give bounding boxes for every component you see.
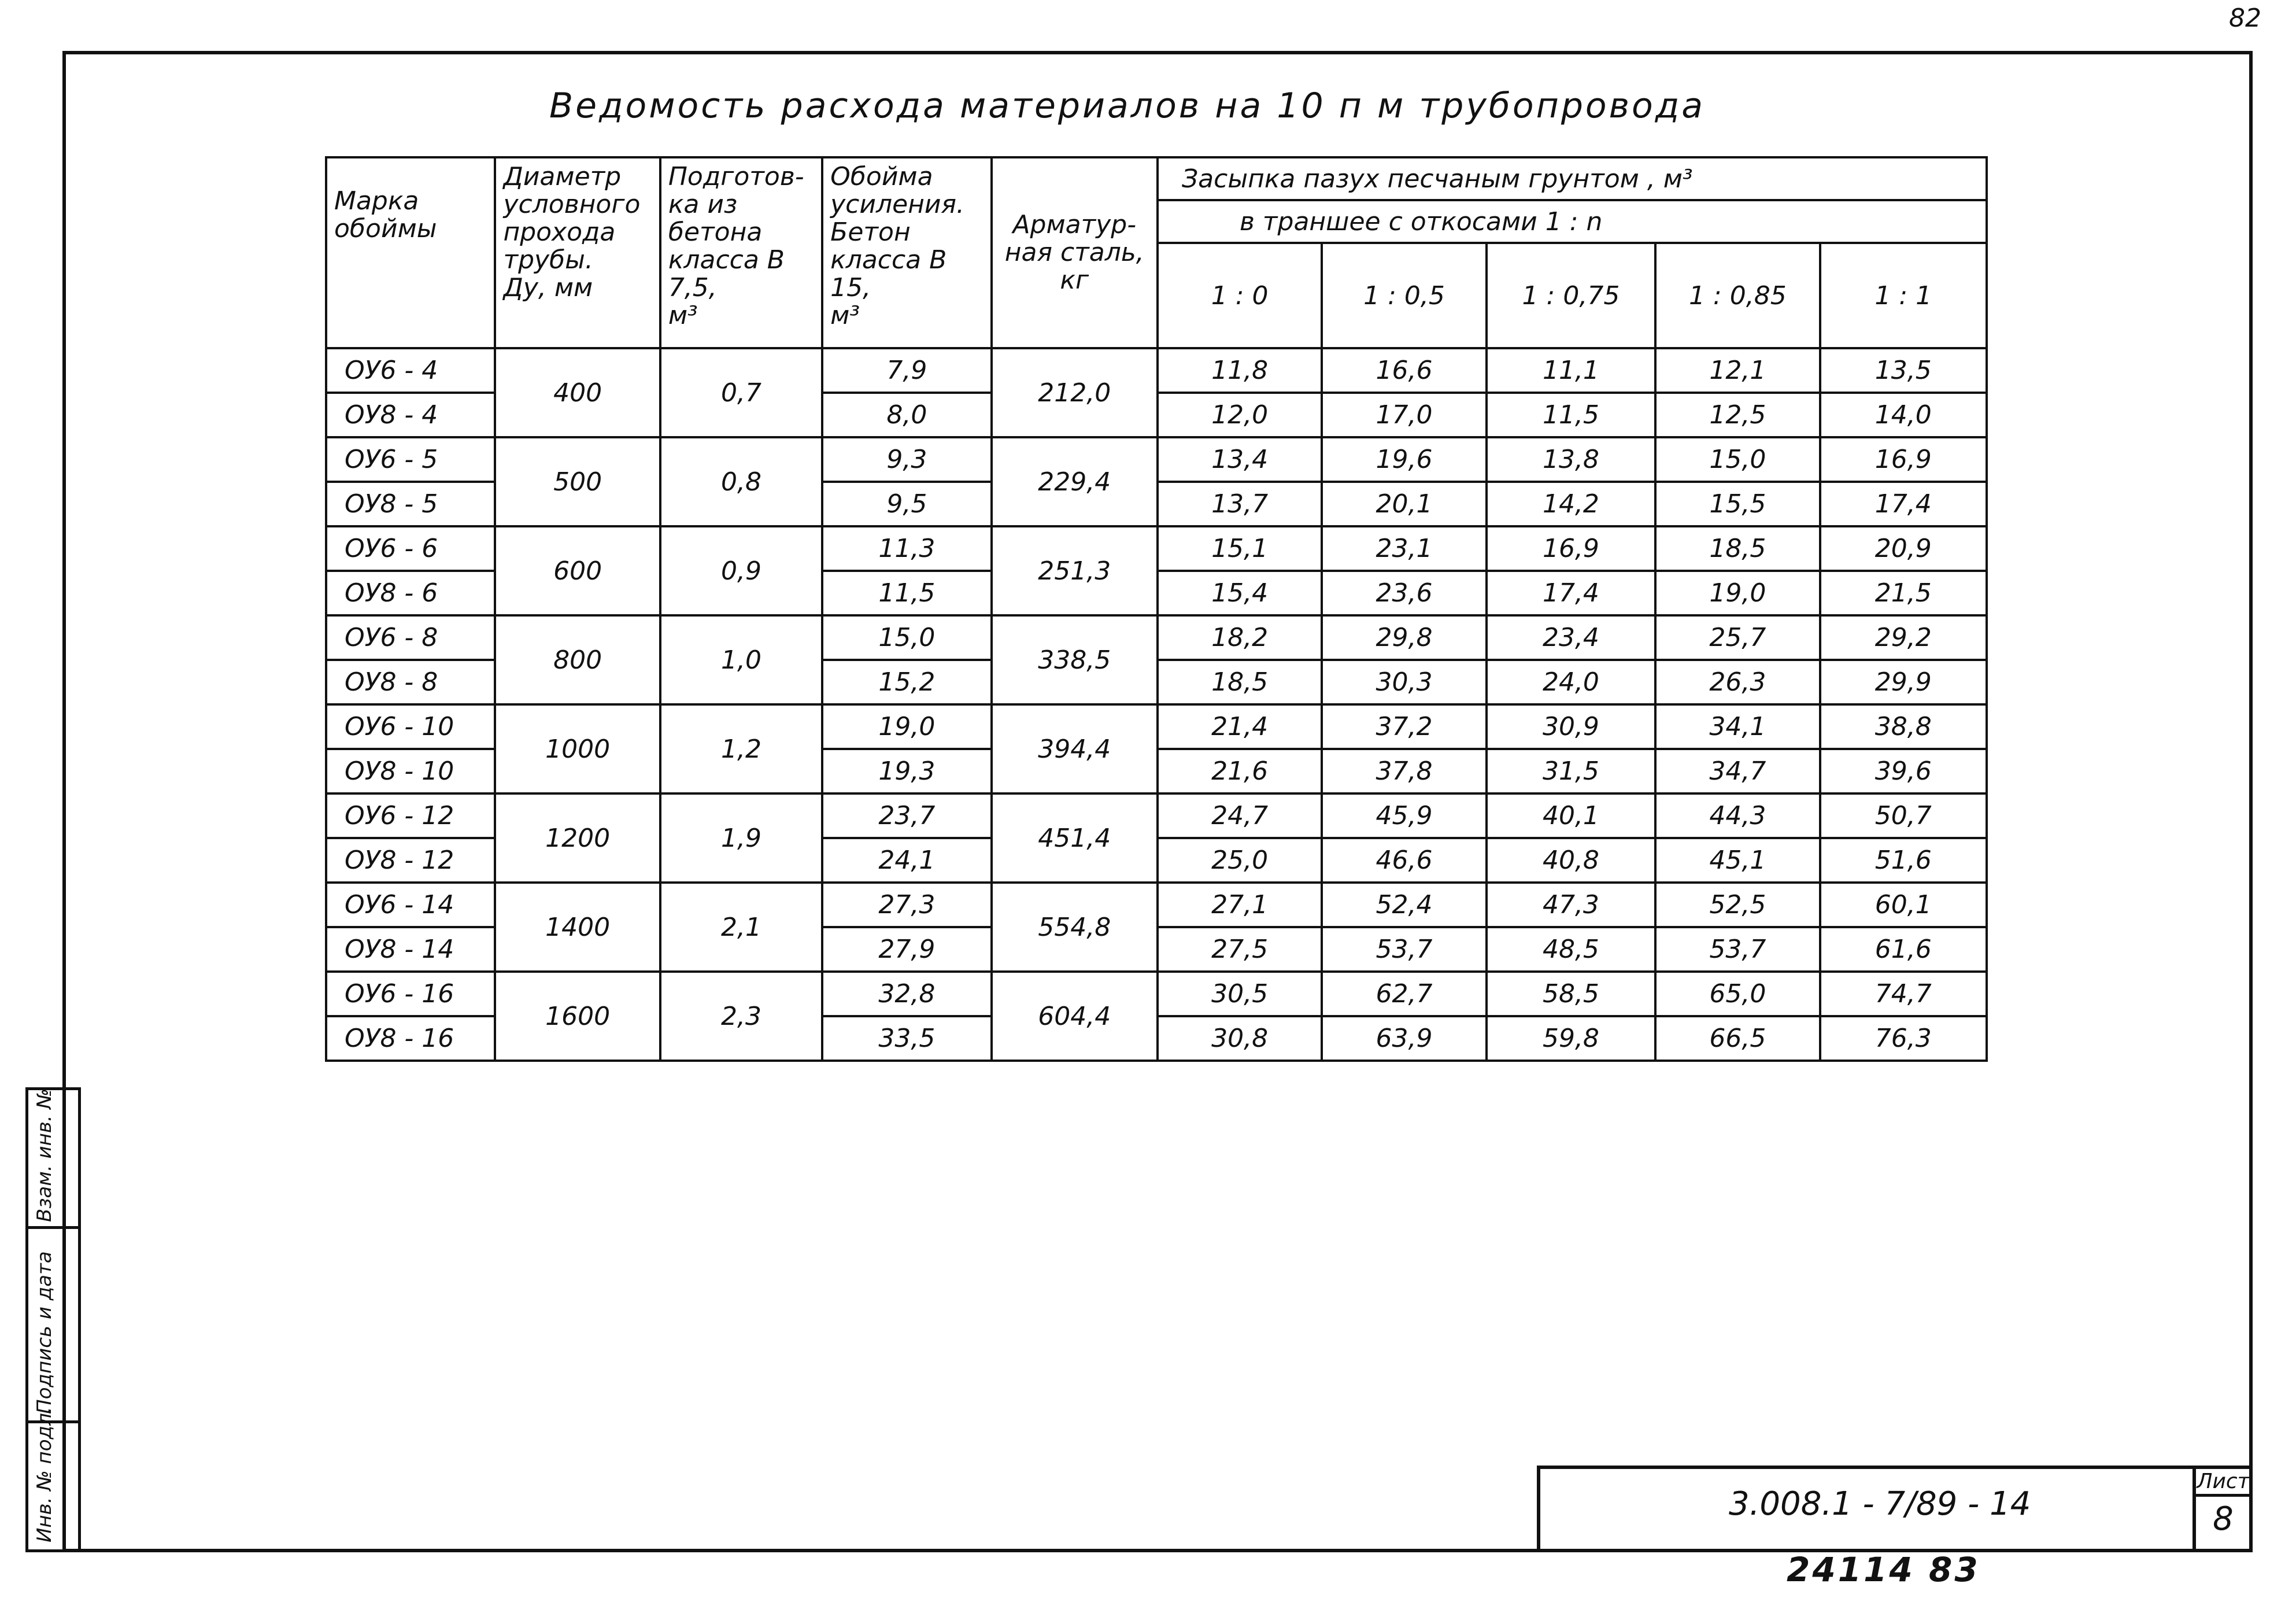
steel-cell: 229,4: [992, 437, 1158, 526]
strip-label: Взам. инв. №: [33, 1088, 56, 1222]
backfill-cell: 34,7: [1655, 749, 1820, 793]
table-row: [326, 348, 1987, 393]
backfill-cell: 23,6: [1322, 571, 1486, 615]
backfill-cell: 11,5: [1487, 393, 1655, 437]
backfill-cell: 15,5: [1655, 482, 1820, 526]
backfill-cell: 58,5: [1487, 972, 1655, 1016]
backfill-cell: 16,9: [1487, 526, 1655, 571]
mark-cell: ОУ6 - 14: [326, 883, 495, 927]
strip-cell: [28, 1407, 78, 1549]
steel-cell: 212,0: [992, 348, 1158, 437]
prep-cell: 1,9: [660, 793, 822, 883]
backfill-cell: 13,7: [1158, 482, 1322, 526]
header-ratio: 1 : 1: [1820, 243, 1987, 348]
mark-cell: ОУ8 - 6: [326, 571, 495, 615]
backfill-cell: 44,3: [1655, 793, 1820, 838]
mark-cell: ОУ8 - 10: [326, 749, 495, 793]
backfill-cell: 74,7: [1820, 972, 1987, 1016]
mark-cell: ОУ6 - 8: [326, 615, 495, 660]
strip-cell: [28, 1229, 78, 1423]
diameter-cell: 1600: [495, 972, 660, 1061]
backfill-cell: 29,8: [1322, 615, 1486, 660]
mark-cell: ОУ6 - 6: [326, 526, 495, 571]
backfill-cell: 21,6: [1158, 749, 1322, 793]
prep-cell: 2,3: [660, 972, 822, 1061]
reinforce-cell: 23,7: [822, 793, 991, 838]
reinforce-cell: 15,0: [822, 615, 991, 660]
table-row: [326, 615, 1987, 660]
backfill-cell: 27,1: [1158, 883, 1322, 927]
backfill-cell: 60,1: [1820, 883, 1987, 927]
steel-cell: 338,5: [992, 615, 1158, 704]
steel-cell: 604,4: [992, 972, 1158, 1061]
backfill-cell: 52,4: [1322, 883, 1486, 927]
mark-cell: ОУ8 - 12: [326, 838, 495, 883]
reinforce-cell: 9,3: [822, 437, 991, 482]
backfill-cell: 30,3: [1322, 660, 1486, 704]
backfill-cell: 17,4: [1820, 482, 1987, 526]
backfill-cell: 17,4: [1487, 571, 1655, 615]
backfill-cell: 48,5: [1487, 927, 1655, 972]
table-row: [326, 972, 1987, 1016]
prep-cell: 0,9: [660, 526, 822, 615]
backfill-cell: 15,0: [1655, 437, 1820, 482]
diameter-cell: 400: [495, 348, 660, 437]
inventory-number: 24114 83: [1787, 1550, 1980, 1589]
mark-cell: ОУ8 - 14: [326, 927, 495, 972]
header-steel: Арматур- ная сталь, кг: [992, 157, 1158, 348]
header-ratio: 1 : 0,85: [1655, 243, 1820, 348]
backfill-cell: 61,6: [1820, 927, 1987, 972]
header-mark: Марка обоймы: [326, 157, 495, 348]
backfill-cell: 46,6: [1322, 838, 1486, 883]
materials-table: [325, 156, 1988, 1062]
backfill-cell: 37,8: [1322, 749, 1486, 793]
page-number: 82: [2229, 3, 2261, 33]
backfill-cell: 25,0: [1158, 838, 1322, 883]
backfill-cell: 29,9: [1820, 660, 1987, 704]
strip-label: Инв. № подл.: [33, 1407, 56, 1542]
backfill-cell: 16,9: [1820, 437, 1987, 482]
mark-cell: ОУ8 - 8: [326, 660, 495, 704]
backfill-cell: 16,6: [1322, 348, 1486, 393]
backfill-cell: 40,1: [1487, 793, 1655, 838]
backfill-cell: 23,1: [1322, 526, 1486, 571]
backfill-cell: 53,7: [1655, 927, 1820, 972]
header-trench: в траншее с откосами 1 : n: [1158, 200, 1987, 243]
table-row: [326, 704, 1987, 749]
backfill-cell: 19,0: [1655, 571, 1820, 615]
backfill-cell: 21,4: [1158, 704, 1322, 749]
backfill-cell: 30,5: [1158, 972, 1322, 1016]
mark-cell: ОУ6 - 5: [326, 437, 495, 482]
backfill-cell: 14,0: [1820, 393, 1987, 437]
reinforce-cell: 27,9: [822, 927, 991, 972]
prep-cell: 2,1: [660, 883, 822, 972]
reinforce-cell: 19,0: [822, 704, 991, 749]
backfill-cell: 24,0: [1487, 660, 1655, 704]
mark-cell: ОУ6 - 16: [326, 972, 495, 1016]
steel-cell: 554,8: [992, 883, 1158, 972]
backfill-cell: 11,8: [1158, 348, 1322, 393]
backfill-cell: 15,1: [1158, 526, 1322, 571]
reinforce-cell: 27,3: [822, 883, 991, 927]
strip-label: Подпись и дата: [33, 1251, 56, 1414]
backfill-cell: 45,9: [1322, 793, 1486, 838]
backfill-cell: 20,1: [1322, 482, 1486, 526]
mark-cell: ОУ6 - 10: [326, 704, 495, 749]
prep-cell: 0,8: [660, 437, 822, 526]
backfill-cell: 50,7: [1820, 793, 1987, 838]
header-ratio: 1 : 0: [1158, 243, 1322, 348]
backfill-cell: 66,5: [1655, 1016, 1820, 1061]
backfill-cell: 76,3: [1820, 1016, 1987, 1061]
table-row: [326, 793, 1987, 838]
table-row: [326, 526, 1987, 571]
steel-cell: 251,3: [992, 526, 1158, 615]
side-approval-strip: [25, 1087, 81, 1552]
backfill-cell: 23,4: [1487, 615, 1655, 660]
diameter-cell: 1200: [495, 793, 660, 883]
backfill-cell: 52,5: [1655, 883, 1820, 927]
header-backfill: Засыпка пазух песчаным грунтом , м³: [1158, 157, 1987, 200]
reinforce-cell: 11,3: [822, 526, 991, 571]
prep-cell: 1,0: [660, 615, 822, 704]
mark-cell: ОУ6 - 4: [326, 348, 495, 393]
backfill-cell: 19,6: [1322, 437, 1486, 482]
mark-cell: ОУ6 - 12: [326, 793, 495, 838]
steel-cell: 451,4: [992, 793, 1158, 883]
backfill-cell: 53,7: [1322, 927, 1486, 972]
reinforce-cell: 33,5: [822, 1016, 991, 1061]
backfill-cell: 11,1: [1487, 348, 1655, 393]
backfill-cell: 31,5: [1487, 749, 1655, 793]
backfill-cell: 27,5: [1158, 927, 1322, 972]
diameter-cell: 1400: [495, 883, 660, 972]
backfill-cell: 17,0: [1322, 393, 1486, 437]
backfill-cell: 51,6: [1820, 838, 1987, 883]
steel-cell: 394,4: [992, 704, 1158, 793]
reinforce-cell: 8,0: [822, 393, 991, 437]
document-code: 3.008.1 - 7/89 - 14: [1729, 1485, 2031, 1523]
backfill-cell: 21,5: [1820, 571, 1987, 615]
backfill-cell: 30,9: [1487, 704, 1655, 749]
diameter-cell: 500: [495, 437, 660, 526]
backfill-cell: 20,9: [1820, 526, 1987, 571]
backfill-cell: 38,8: [1820, 704, 1987, 749]
backfill-cell: 65,0: [1655, 972, 1820, 1016]
backfill-cell: 39,6: [1820, 749, 1987, 793]
backfill-cell: 15,4: [1158, 571, 1322, 615]
backfill-cell: 24,7: [1158, 793, 1322, 838]
backfill-cell: 59,8: [1487, 1016, 1655, 1061]
backfill-cell: 14,2: [1487, 482, 1655, 526]
header-reinforce: Обойма усиления. Бетон класса В 15, м³: [822, 157, 991, 348]
backfill-cell: 62,7: [1322, 972, 1486, 1016]
backfill-cell: 18,5: [1655, 526, 1820, 571]
backfill-cell: 30,8: [1158, 1016, 1322, 1061]
backfill-cell: 40,8: [1487, 838, 1655, 883]
backfill-cell: 37,2: [1322, 704, 1486, 749]
diameter-cell: 1000: [495, 704, 660, 793]
reinforce-cell: 32,8: [822, 972, 991, 1016]
strip-cell: [28, 1090, 78, 1229]
reinforce-cell: 9,5: [822, 482, 991, 526]
header-prep: Подготов- ка из бетона класса В 7,5, м³: [660, 157, 822, 348]
reinforce-cell: 19,3: [822, 749, 991, 793]
reinforce-cell: 7,9: [822, 348, 991, 393]
table-body: [326, 348, 1987, 1061]
sheet-label: Лист: [2195, 1467, 2251, 1497]
backfill-cell: 13,8: [1487, 437, 1655, 482]
backfill-cell: 12,5: [1655, 393, 1820, 437]
backfill-cell: 25,7: [1655, 615, 1820, 660]
mark-cell: ОУ8 - 16: [326, 1016, 495, 1061]
header-ratio: 1 : 0,5: [1322, 243, 1486, 348]
backfill-cell: 18,2: [1158, 615, 1322, 660]
diameter-cell: 600: [495, 526, 660, 615]
prep-cell: 0,7: [660, 348, 822, 437]
backfill-cell: 45,1: [1655, 838, 1820, 883]
backfill-cell: 47,3: [1487, 883, 1655, 927]
mark-cell: ОУ8 - 5: [326, 482, 495, 526]
prep-cell: 1,2: [660, 704, 822, 793]
backfill-cell: 18,5: [1158, 660, 1322, 704]
sheet-number: 8: [2213, 1500, 2234, 1538]
table-row: [326, 437, 1987, 482]
mark-cell: ОУ8 - 4: [326, 393, 495, 437]
backfill-cell: 13,5: [1820, 348, 1987, 393]
backfill-cell: 12,1: [1655, 348, 1820, 393]
backfill-cell: 63,9: [1322, 1016, 1486, 1061]
table-row: [326, 883, 1987, 927]
backfill-cell: 26,3: [1655, 660, 1820, 704]
backfill-cell: 29,2: [1820, 615, 1987, 660]
backfill-cell: 34,1: [1655, 704, 1820, 749]
backfill-cell: 13,4: [1158, 437, 1322, 482]
header-diameter: Диаметр условного прохода трубы. Ду, мм: [495, 157, 660, 348]
reinforce-cell: 24,1: [822, 838, 991, 883]
reinforce-cell: 15,2: [822, 660, 991, 704]
page-title: Ведомость расхода материалов на 10 п м трубопровода: [549, 86, 1705, 126]
reinforce-cell: 11,5: [822, 571, 991, 615]
backfill-cell: 12,0: [1158, 393, 1322, 437]
diameter-cell: 800: [495, 615, 660, 704]
header-ratio: 1 : 0,75: [1487, 243, 1655, 348]
